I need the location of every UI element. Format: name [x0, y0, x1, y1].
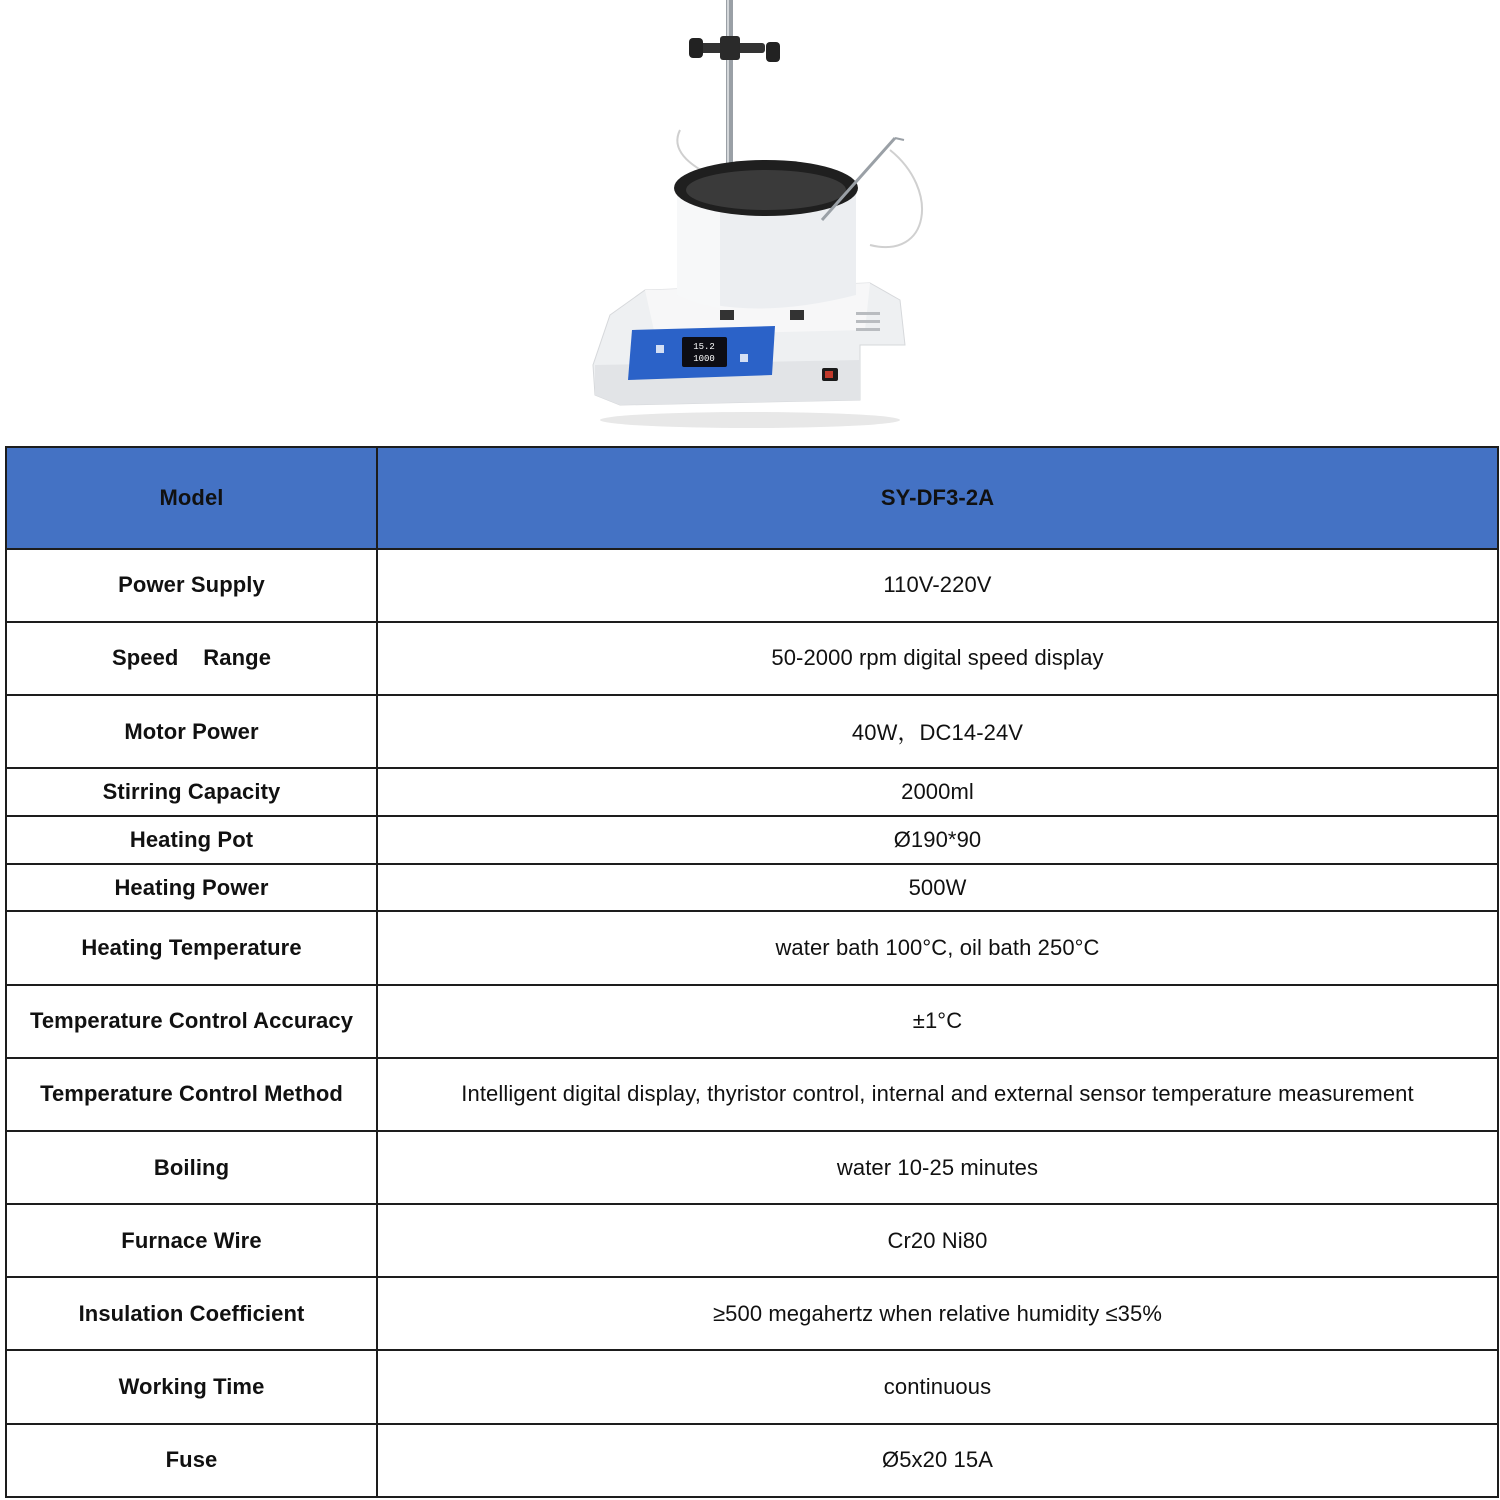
display-speed: 1000 — [693, 354, 715, 364]
table-row — [6, 549, 1498, 622]
table-header-row — [6, 447, 1498, 549]
row-value: ±1°C — [377, 985, 1498, 1058]
product-image — [560, 0, 940, 440]
row-label: Temperature Control Method — [6, 1058, 377, 1131]
display-temperature: 15.2 — [693, 342, 715, 352]
row-label: Speed Range — [6, 622, 377, 695]
row-label: Insulation Coefficient — [6, 1277, 377, 1350]
row-label: Motor Power — [6, 695, 377, 768]
table-row — [6, 1350, 1498, 1423]
row-label: Fuse — [6, 1424, 377, 1497]
row-label: Stirring Capacity — [6, 768, 377, 816]
row-value: Cr20 Ni80 — [377, 1204, 1498, 1277]
table-row — [6, 1277, 1498, 1350]
table-row — [6, 622, 1498, 695]
row-label: Heating Pot — [6, 816, 377, 864]
row-label: Working Time — [6, 1350, 377, 1423]
table-row — [6, 1131, 1498, 1204]
row-label: Heating Power — [6, 864, 377, 912]
row-value: water bath 100°C, oil bath 250°C — [377, 911, 1498, 984]
row-value: water 10-25 minutes — [377, 1131, 1498, 1204]
table-row — [6, 985, 1498, 1058]
row-value: continuous — [377, 1350, 1498, 1423]
row-value: Ø5x20 15A — [377, 1424, 1498, 1497]
brand-mark: SUNNY — [703, 329, 729, 336]
table-row — [6, 768, 1498, 816]
table-row — [6, 864, 1498, 912]
spec-table — [5, 446, 1499, 1498]
row-label: Boiling — [6, 1131, 377, 1204]
row-label: Power Supply — [6, 549, 377, 622]
heating-stirrer-icon — [560, 0, 940, 440]
table-row — [6, 1058, 1498, 1131]
row-value: 110V-220V — [377, 549, 1498, 622]
header-value: SY-DF3-2A — [377, 447, 1498, 549]
row-label: Furnace Wire — [6, 1204, 377, 1277]
row-value: 50-2000 rpm digital speed display — [377, 622, 1498, 695]
row-label: Heating Temperature — [6, 911, 377, 984]
table-row — [6, 1204, 1498, 1277]
row-value: 500W — [377, 864, 1498, 912]
row-label: Temperature Control Accuracy — [6, 985, 377, 1058]
row-value: 2000ml — [377, 768, 1498, 816]
table-row — [6, 695, 1498, 768]
row-value: 40W，DC14-24V — [377, 695, 1498, 768]
row-value: Ø190*90 — [377, 816, 1498, 864]
header-label: Model — [6, 447, 377, 549]
table-row — [6, 816, 1498, 864]
table-row — [6, 911, 1498, 984]
row-value: Intelligent digital display, thyristor control, internal and external sensor temperature measurement — [377, 1058, 1498, 1131]
row-value: ≥500 megahertz when relative humidity ≤35% — [377, 1277, 1498, 1350]
table-row — [6, 1424, 1498, 1497]
